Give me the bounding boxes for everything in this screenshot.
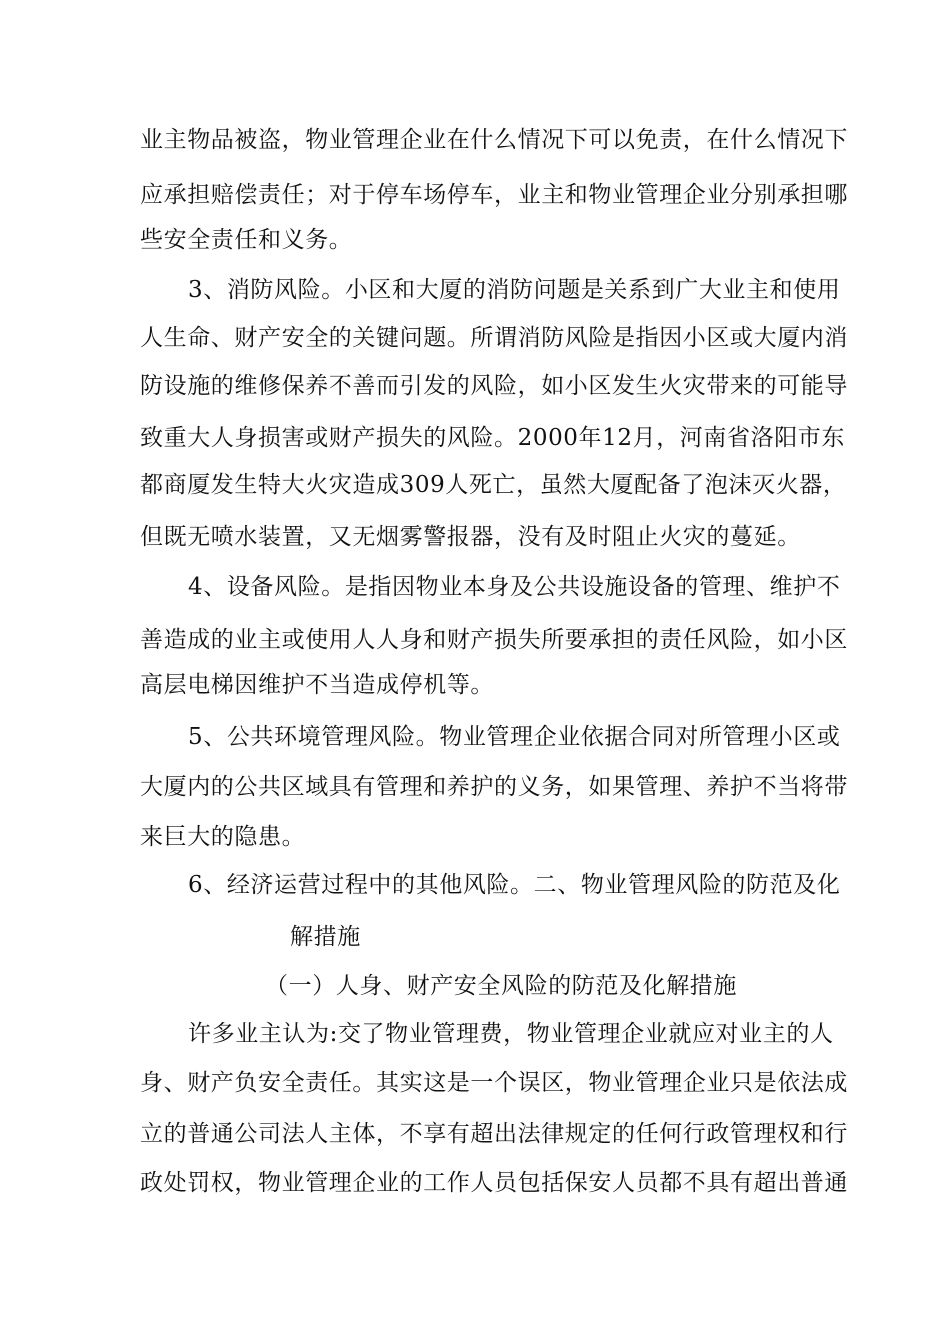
subsection-heading: （一）人身、财产安全风险的防范及化解措施 bbox=[265, 973, 737, 999]
text-line: 防设施的维修保养不善而引发的风险，如小区发生火灾带来的可能导 bbox=[140, 373, 848, 399]
text-line: 来巨大的隐患。 bbox=[140, 824, 306, 850]
text-line: 但既无喷水装置，又无烟雾警报器，没有及时阻止火灾的蔓延。 bbox=[140, 524, 801, 550]
text-line: 业主物品被盗，物业管理企业在什么情况下可以免责，在什么情况下 bbox=[140, 127, 848, 153]
section-heading-continuation: 解措施 bbox=[290, 924, 361, 950]
text-line: 6、经济运营过程中的其他风险。二、物业管理风险的防范及化 bbox=[188, 872, 841, 898]
text-line: 政处罚权，物业管理企业的工作人员包括保安人员都不具有超出普通 bbox=[140, 1170, 848, 1196]
text-line: 许多业主认为:交了物业管理费，物业管理企业就应对业主的人 bbox=[188, 1021, 834, 1047]
text-line: 人生命、财产安全的关键问题。所谓消防风险是指因小区或大厦内消 bbox=[140, 325, 848, 351]
text-line: 5、公共环境管理风险。物业管理企业依据合同对所管理小区或 bbox=[188, 724, 841, 750]
text-line: 身、财产负安全责任。其实这是一个误区，物业管理企业只是依法成 bbox=[140, 1070, 848, 1096]
text-line: 高层电梯因维护不当造成停机等。 bbox=[140, 672, 494, 698]
text-line: 些安全责任和义务。 bbox=[140, 227, 353, 253]
text-line: 应承担赔偿责任；对于停车场停车，业主和物业管理企业分别承担哪 bbox=[140, 182, 848, 208]
text-line: 3、消防风险。小区和大厦的消防问题是关系到广大业主和使用 bbox=[188, 277, 841, 303]
text-line: 立的普通公司法人主体，不享有超出法律规定的任何行政管理权和行 bbox=[140, 1121, 848, 1147]
text-line: 善造成的业主或使用人人身和财产损失所要承担的责任风险，如小区 bbox=[140, 627, 848, 653]
text-line: 都商厦发生特大火灾造成309人死亡，虽然大厦配备了泡沫灭火器， bbox=[140, 472, 847, 498]
text-line: 致重大人身损害或财产损失的风险。2000年12月，河南省洛阳市东 bbox=[140, 425, 845, 451]
text-line: 大厦内的公共区域具有管理和养护的义务，如果管理、养护不当将带 bbox=[140, 774, 848, 800]
text-line: 4、设备风险。是指因物业本身及公共设施设备的管理、维护不 bbox=[188, 574, 841, 600]
